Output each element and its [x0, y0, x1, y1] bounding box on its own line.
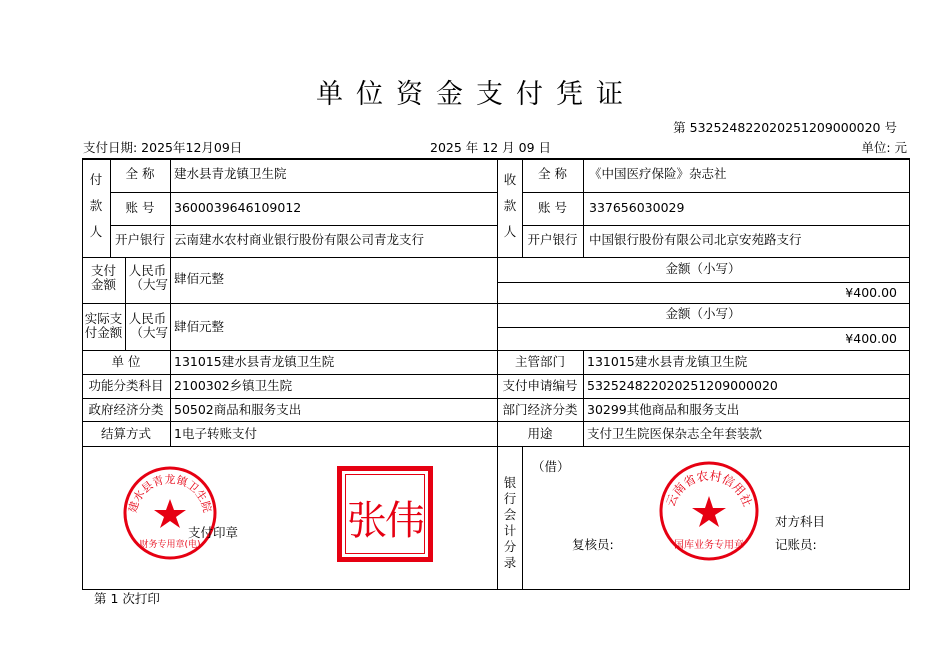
date-cn: 2025 年 12 月 09 日 [430, 140, 551, 155]
actual-amount-upper: 肆佰元整 [174, 319, 225, 334]
purpose-value: 支付卫生院医保杂志全年套装款 [587, 426, 763, 441]
svg-text:财务专用章(电): 财务专用章(电) [139, 540, 201, 550]
page-title: 单位资金支付凭证 [316, 79, 636, 110]
req-label: 支付申请编号 [502, 378, 578, 393]
payer-name-label: 全 称 [125, 166, 155, 181]
dept-value: 131015建水县青龙镇卫生院 [587, 354, 748, 369]
print-count: 第 1 次打印 [94, 591, 160, 606]
payee-name-label: 全 称 [538, 166, 567, 181]
purpose-label: 用途 [527, 426, 553, 441]
payer-bank-label: 开户银行 [114, 232, 165, 247]
actual-amount-small: ¥400.00 [845, 331, 897, 346]
bookkeeper-label: 记账员: [775, 537, 817, 552]
pay-amount-upper: 肆佰元整 [174, 271, 225, 286]
signature-seal-icon: 张伟 [337, 466, 433, 562]
debit-label: （借） [532, 459, 570, 474]
settle-label: 结算方式 [100, 426, 151, 441]
payee-side-label: 收 款 人 [503, 172, 517, 239]
svg-text:国库业务专用章: 国库业务专用章 [674, 540, 744, 551]
bank-entry-label: 银 行 会 计 分 录 [503, 475, 517, 570]
pay-amount-label: 支付 金额 [90, 263, 116, 292]
deptecon-label: 部门经济分类 [502, 402, 578, 417]
payer-account: 3600039646109012 [174, 200, 302, 215]
pay-date: 支付日期: 2025年12月09日 [83, 140, 243, 155]
payer-name: 建水县青龙镇卫生院 [174, 166, 287, 181]
finance-seal-icon [122, 465, 218, 561]
payee-name: 《中国医疗保险》杂志社 [589, 166, 727, 181]
dept-label: 主管部门 [514, 354, 565, 369]
payee-account: 337656030029 [589, 200, 685, 215]
unit-row-label: 单 位 [111, 354, 141, 369]
func-label: 功能分类科目 [88, 378, 164, 393]
payer-bank: 云南建水农村商业银行股份有限公司青龙支行 [174, 232, 425, 247]
actual-small-label: 金额（小写） [665, 306, 741, 321]
settle-value: 1电子转账支付 [174, 426, 257, 441]
voucher-number: 第 53252482202025120900002​0 号 [673, 120, 897, 135]
actual-amount-label: 实际支 付金额 [84, 311, 123, 340]
payee-bank-label: 开户银行 [527, 232, 578, 247]
deptecon-value: 30299其他商品和服务支出 [587, 402, 740, 417]
pay-small-label: 金额（小写） [665, 261, 741, 276]
payee-account-label: 账 号 [538, 200, 567, 215]
unit-label: 单位: 元 [861, 140, 907, 155]
payer-side-label: 付 款 人 [89, 172, 103, 239]
pay-amount-small: ¥400.00 [845, 285, 897, 300]
stamp-label: 支付印章 [188, 525, 239, 540]
func-value: 2100302乡镇卫生院 [174, 378, 293, 393]
svg-text:建水县青龙镇卫生院: 建水县青龙镇卫生院 [126, 472, 214, 514]
svg-text:云南省农村信用社: 云南省农村信用社 [663, 468, 755, 509]
reviewer-label: 复核员: [572, 537, 614, 552]
actual-rmb-label: 人民币 （大写 [128, 311, 168, 340]
payee-bank: 中国银行股份有限公司北京安苑路支行 [589, 232, 802, 247]
counter-account-label: 对方科目 [775, 514, 826, 529]
gov-value: 50502商品和服务支出 [174, 402, 302, 417]
unit-value: 131015建水县青龙镇卫生院 [174, 354, 335, 369]
bank-seal-icon [658, 460, 760, 562]
payer-account-label: 账 号 [125, 200, 155, 215]
req-value: 53252482202025120900002​0 [587, 378, 778, 393]
gov-label: 政府经济分类 [88, 402, 164, 417]
pay-rmb-label: 人民币 （大写 [128, 263, 168, 292]
